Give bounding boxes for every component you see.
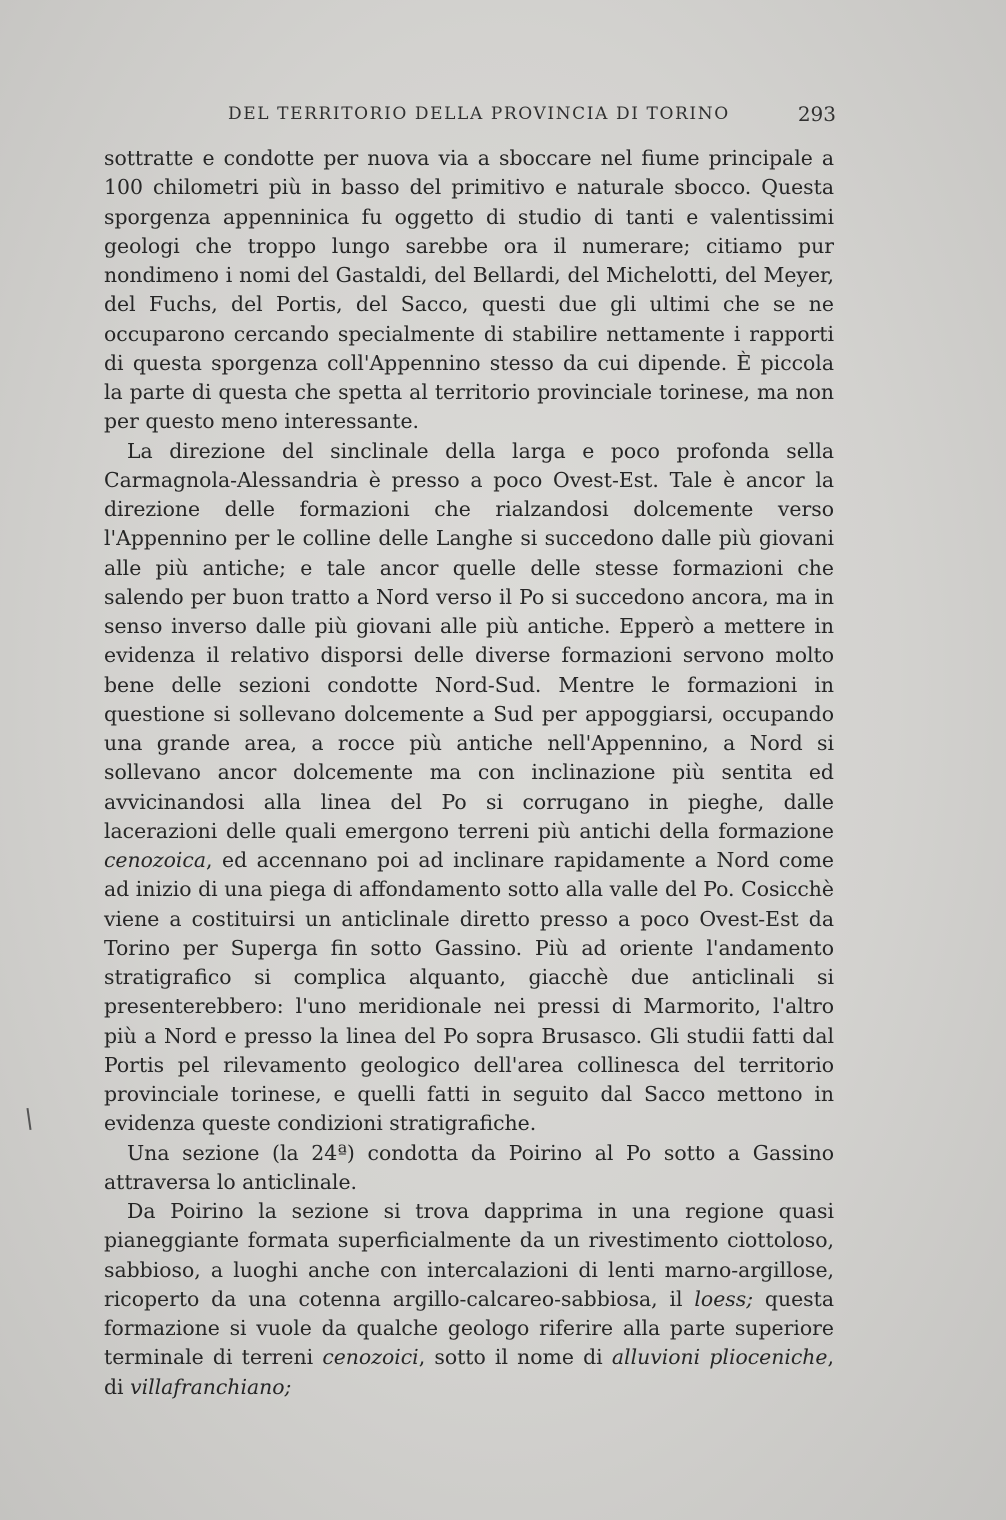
text-run: sottratte e condotte per nuova via a sboccare nel fiume principale a 100 chilometri più in basso del primitivo e naturale sbocco. Questa sporgenza appenninica fu oggetto di studio di tanti e valentissimi geologi che troppo lungo sarebbe ora il numerare; citiamo pur nondimeno i nomi del Gastaldi, del Bellardi, del Michelotti, del Meyer, del Fuchs, del Portis, del Sacco, questi due gli ultimi che se ne occuparono cercando specialmente di stabilire nettamente i rapporti di questa sporgenza coll'Appennino stesso da cui dipende. È piccola la parte di questa che spetta al territorio provinciale torinese, ma non per questo meno interessante.	[104, 146, 834, 434]
paragraph-4	[104, 1197, 834, 1402]
margin-pencil-mark	[26, 1108, 31, 1130]
italic-term: loess;	[694, 1286, 754, 1311]
italic-term: villafranchiano;	[130, 1374, 292, 1399]
text-run: questa formazione si vuole da qualche geologo riferire alla parte superiore terminale di terreni	[104, 1286, 834, 1370]
running-head	[104, 104, 838, 132]
paragraph-3	[104, 1139, 834, 1198]
italic-term: cenozoici	[322, 1345, 419, 1370]
text-run: La direzione del sinclinale della larga e poco profonda sella Carmagnola-Alessandria è presso a poco Ovest-Est. Tale è ancor la direzione delle formazioni che rialzandosi dolcemente verso l'Appennino per le colline delle Langhe si succedono dalle più giovani alle più antiche; e tale ancor quelle delle stesse formazioni che salendo per buon tratto a Nord verso il Po si succedono ancora, ma in senso inverso dalle più giovani alle più antiche. Epperò a mettere in evidenza il relativo disporsi delle diverse formazioni servono molto bene delle sezioni condotte Nord-Sud. Mentre le formazioni in questione si sollevano dolcemente a Sud per appoggiarsi, occupando una grande area, a rocce più antiche nell'Appennino, a Nord si sollevano ancor dolcemente ma con inclinazione più sentita ed avvicinandosi alla linea del Po si corrugano in pieghe, dalle lacerazioni delle quali emergono terreni più antichi della formazione	[104, 438, 834, 843]
text-run: , di	[104, 1345, 834, 1399]
paragraph-1	[104, 144, 834, 437]
text-run: , sotto il nome di	[418, 1345, 612, 1370]
running-title: DEL TERRITORIO DELLA PROVINCIA DI TORINO	[228, 104, 730, 124]
italic-term: cenozoica	[104, 848, 207, 872]
body-text	[104, 144, 834, 1402]
paragraph-2	[104, 437, 834, 1139]
text-run: , ed accennano poi ad inclinare rapidamente a Nord come ad inizio di una piega di affondamento sotto alla valle del Po. Cosicchè viene a costituirsi un anticlinale diretto presso a poco Ovest-Est da Torino per Superga fin sotto Gassino. Più ad oriente l'andamento stratigrafico si complica alquanto, giacchè due anticlinali si presenterebbero: l'uno meridionale nei pressi di Marmorito, l'altro più a Nord e presso la linea del Po sopra Brusasco. Gli studii fatti dal Portis pel rilevamento geologico dell'area collinesca del territorio provinciale torinese, e quelli fatti in seguito dal Sacco mettono in evidenza queste condizioni stratigrafiche.	[104, 848, 834, 1136]
text-run: Da Poirino la sezione si trova dapprima in una regione quasi pianeggiante formata superficialmente da un rivestimento ciottoloso, sabbioso, a luoghi anche con intercalazioni di lenti marno-argillose, ricoperto da una cotenna argillo-calcareo-sabbiosa, il	[104, 1199, 834, 1311]
text-run: Una sezione (la 24ª) condotta da Poirino al Po sotto a Gassino attraversa lo anticlinale.	[104, 1140, 834, 1194]
italic-term: alluvioni plioceniche	[611, 1345, 828, 1370]
page-number: 293	[797, 102, 836, 126]
